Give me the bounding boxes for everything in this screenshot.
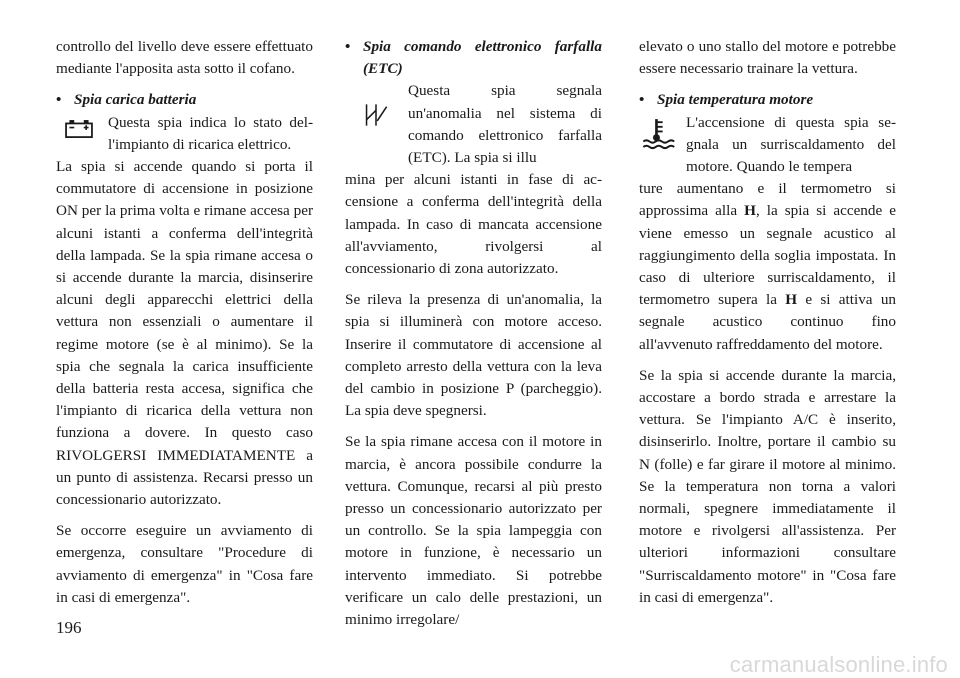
etc-lead-block (345, 80, 602, 169)
stop-vehicle-paragraph: Se la spia si accende durante la marcia, accostare a bordo strada e arrestare la vettura. Se l'impianto A/C è inserito, disinserirlo. Inoltre, portare il cambio su N (folle) e far girare il motore al minimo. Se la temperatura non torna a valori normali, spegnere immediatamente il motore e rivolgersi all'assistenza. Per ulteriori informazioni consultare "Surriscaldamento motore" in "Cosa fare in casi di emergenza". (639, 366, 896, 606)
battery-lead-text: Questa spia indica lo stato dell'impianto di ricarica elettrico. (108, 113, 313, 153)
battery-icon (58, 118, 100, 148)
battery-body: La spia si accende quando si porta il commutatore di accensione in posizione ON per la prima volta e rimane accesa per alcuni istanti a conferma dell'integrità della lampada. Se la spia rimane accesa o si accende durante la marcia, disinserire alcuni degli apparecchi elettrici della vettura non essenziali o aumentare il regime motore (se è al minimo). Se la spia che segnala la carica insufficiente della batteria resta accesa, significa che l'impianto di ricarica della vettura non funziona a dovere. In questo caso RIVOLGERSI IMMEDIATAMENTE a un punto di assistenza. Recarsi presso un concessionario autorizzato. (56, 158, 313, 509)
battery-heading (56, 89, 313, 111)
etc-lead-text: Questa spia segnala un'anomalia nel sistema di comando elettronico farfalla (ETC). La spia si illu (408, 82, 602, 167)
bullet: • (345, 38, 351, 55)
temperature-lead-block (639, 112, 896, 179)
bullet: • (56, 91, 62, 109)
battery-lead-block (56, 112, 313, 156)
temperature-body (639, 178, 896, 356)
etc-heading-text: Spia comando elettronico farfalla (ETC) (363, 38, 602, 78)
temperature-body-part3: e si attiva un segnale acustico continuo fino all'avvenuto raffreddamento del motore. (639, 291, 897, 353)
etc-heading (345, 36, 602, 80)
bullet: • (639, 91, 645, 109)
column-right (639, 36, 896, 618)
page-number: 196 (56, 618, 82, 637)
temperature-body-part1: ture aumentano e il termometro si approssima alla (639, 180, 896, 220)
coolant-temperature-icon (641, 116, 675, 150)
gauge-H-mark: H (744, 202, 756, 220)
throttle-control-icon (363, 102, 389, 128)
etc-body: mina per alcuni istanti in fase di accensione a conferma dell'integrità della lampada. In caso di mancata accensione all'avviamento, rivolgersi al concessionario di zona autorizzato. (345, 171, 602, 278)
column-left (56, 36, 313, 618)
gauge-H-mark: H (785, 291, 798, 309)
temperature-lead-text: L'accensione di questa spia segnala un surriscaldamento del motore. Quando le tempera (686, 113, 896, 176)
anomaly-paragraph: Se rileva la presenza di un'anomalia, la spia si illuminerà con motore acceso. Inserire il commutatore di accensione al completo arresto della vettura con la leva del cambio in posizione P (parcheggio). La spia deve spegnersi. (345, 291, 602, 420)
temperature-heading (639, 89, 896, 111)
temperature-body-part2: , la spia si accende e viene emesso un segnale acustico al raggiungimento della soglia impostata. In caso di ulteriore surriscaldamento, il termometro supera la (639, 202, 896, 309)
watermark: carmanualsonline.info (729, 652, 948, 677)
emergency-start-paragraph: Se occorre eseguire un avviamento di emergenza, consultare "Procedure di avviamento di emergenza" in "Cosa fare in casi di emergenza". (56, 522, 313, 606)
column-middle (345, 36, 602, 640)
continuation-paragraph: elevato o uno stallo del motore e potrebbe essere necessario trainare la vettura. (639, 38, 896, 78)
intro-paragraph: controllo del livello deve essere effettuato mediante l'apposita asta sotto il cofano. (56, 38, 313, 78)
battery-heading-text: Spia carica batteria (74, 91, 197, 109)
temperature-heading-text: Spia temperatura motore (657, 91, 814, 109)
running-paragraph: Se la spia rimane accesa con il motore in marcia, è ancora possibile condurre la vettura. Comunque, recarsi al più presto presso un concessionario autorizzato per un controllo. Se la spia lampeggia con motore in funzione, è necessario un intervento immediato. Si potrebbe verificare un calo delle prestazioni, un minimo irregolare/ (345, 433, 602, 629)
